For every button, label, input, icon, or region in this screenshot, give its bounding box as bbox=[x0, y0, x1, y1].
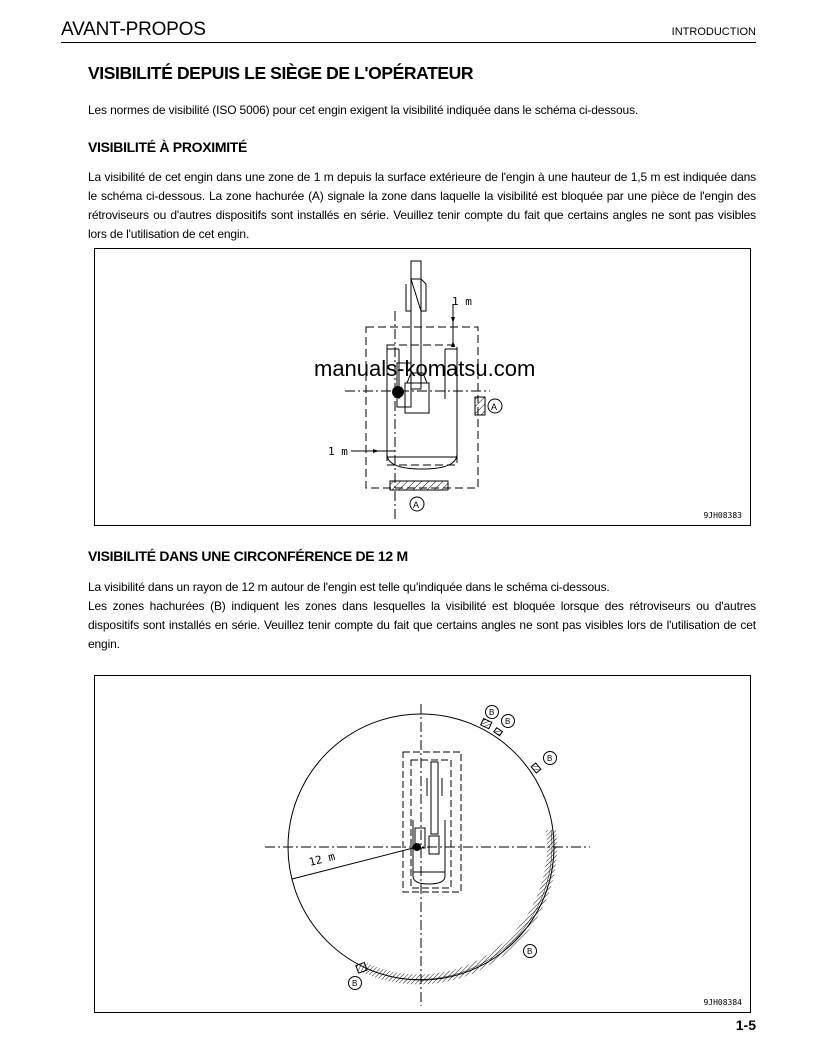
figure-circumference bbox=[94, 675, 751, 1013]
circumference-text-1: La visibilité dans un rayon de 12 m autour de l'engin est telle qu'indiquée dans le schéma ci-dessous. bbox=[88, 580, 610, 594]
circumference-paragraph bbox=[88, 578, 756, 654]
circumference-diagram bbox=[95, 676, 750, 1012]
intro-text: Les normes de visibilité (ISO 5006) pour cet engin exigent la visibilité indiquée dans le schéma ci-dessous. bbox=[88, 103, 639, 117]
proximity-text: La visibilité de cet engin dans une zone de 1 m depuis la surface extérieure de l'engin à une hauteur de 1,5 m est indiquée dans le schéma ci-dessous. La zone hachurée (A) signale la zone dans laquelle la visibilité est bloquée par une pièce de l'engin des rétroviseurs ou d'autres dispositifs sont installés en série. Veuillez tenir compte du fait que certains angles ne sont pas visibles lors de l'utilisation de cet engin. bbox=[88, 170, 756, 241]
zone-label-b-5: B bbox=[352, 979, 358, 988]
proximity-diagram bbox=[95, 249, 750, 525]
zone-label-b-4: B bbox=[527, 947, 533, 956]
dim-label-top: 1 m bbox=[452, 295, 472, 308]
proximity-paragraph bbox=[88, 168, 756, 244]
dim-label-left: 1 m bbox=[328, 445, 348, 458]
page-title: VISIBILITÉ DEPUIS LE SIÈGE DE L'OPÉRATEUR bbox=[88, 63, 474, 83]
figure-id: 9JH08383 bbox=[703, 511, 742, 520]
zone-label-a-rear: A bbox=[413, 500, 420, 510]
section-title: AVANT-PROPOS bbox=[61, 19, 206, 40]
circumference-text-2: Les zones hachurées (B) indiquent les zones dans lesquelles la visibilité est bloquée lorsque des rétroviseurs ou d'autres dispositifs sont installés en série. Veuillez tenir compte du fait que certains angles ne sont pas visibles lors de l'utilisation de cet engin. bbox=[88, 599, 756, 651]
intro-paragraph bbox=[88, 101, 756, 120]
header-divider bbox=[61, 42, 756, 43]
section-heading-proximity: VISIBILITÉ À PROXIMITÉ bbox=[88, 139, 248, 155]
watermark: manuals-komatsu.com bbox=[314, 356, 536, 381]
zone-label-a-side: A bbox=[491, 402, 498, 412]
page-number: 1-5 bbox=[735, 1017, 756, 1033]
figure-proximity bbox=[94, 248, 751, 526]
section-heading-circumference: VISIBILITÉ DANS UNE CIRCONFÉRENCE DE 12 M bbox=[88, 548, 408, 564]
figure-id: 9JH08384 bbox=[703, 998, 742, 1007]
zone-label-b-1: B bbox=[489, 708, 495, 717]
chapter-title: INTRODUCTION bbox=[671, 26, 756, 38]
zone-label-b-2: B bbox=[505, 717, 511, 726]
zone-label-b-3: B bbox=[547, 754, 553, 763]
radius-label: 12 m bbox=[307, 849, 337, 869]
